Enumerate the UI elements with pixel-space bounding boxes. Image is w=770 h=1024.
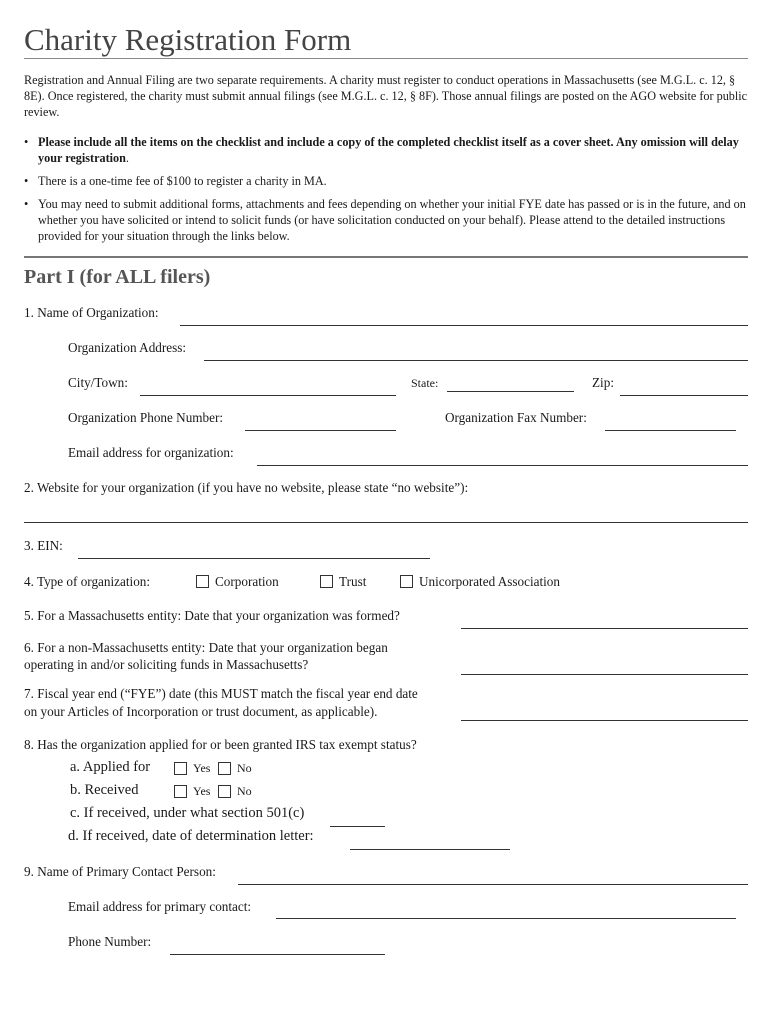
state-label: State: (411, 376, 439, 390)
bullet-checklist-bold: Please include all the items on the checklist and include a copy of the completed checklist itself as a cover sheet. Any omission will delay your registration (38, 135, 739, 165)
unincorporated-label: Unicorporated Association (419, 574, 560, 589)
bullet-additional (24, 196, 748, 244)
part-title: Part I (for ALL filers) (24, 266, 211, 288)
org-address-field[interactable] (204, 360, 748, 361)
trust-label: Trust (339, 574, 367, 589)
corporation-checkbox[interactable] (196, 575, 209, 588)
received-yes-checkbox[interactable] (174, 785, 187, 798)
applied-yes-checkbox[interactable] (174, 762, 187, 775)
org-name-label: 1. Name of Organization: (24, 305, 159, 320)
bullet-checklist (24, 134, 748, 166)
org-email-label: Email address for organization: (68, 445, 234, 460)
received-no-checkbox[interactable] (218, 785, 231, 798)
bullet-dot: • (24, 174, 29, 188)
section-divider (24, 256, 748, 258)
zip-label: Zip: (592, 375, 614, 390)
ma-formed-field[interactable] (461, 628, 748, 629)
contact-phone-field[interactable] (170, 954, 385, 955)
ein-field[interactable] (78, 558, 430, 559)
title-divider (24, 58, 748, 59)
zip-field[interactable] (620, 395, 748, 396)
non-ma-label-line2: operating in and/or soliciting funds in Massachusetts? (24, 657, 309, 672)
determination-date-field[interactable] (350, 849, 510, 850)
org-phone-field[interactable] (245, 430, 396, 431)
ein-label: 3. EIN: (24, 538, 63, 553)
contact-phone-label: Phone Number: (68, 934, 152, 949)
org-email-field[interactable] (257, 465, 748, 466)
bullet-fee (24, 173, 748, 189)
bullet-checklist-end: . (125, 151, 129, 165)
fye-field[interactable] (461, 720, 748, 721)
website-label: 2. Website for your organization (if you have no website, please state “no website”): (24, 480, 469, 495)
bullet-dot: • (24, 135, 29, 149)
org-fax-field[interactable] (605, 430, 736, 431)
section-501c-field[interactable] (330, 826, 385, 827)
non-ma-label-line1: 6. For a non-Massachusetts entity: Date that your organization began (24, 640, 388, 655)
section-501c-label: c. If received, under what section 501(c) (70, 805, 305, 821)
received-label: b. Received (70, 782, 139, 798)
trust-checkbox[interactable] (320, 575, 333, 588)
state-field[interactable] (447, 391, 574, 392)
applied-yes-label: Yes (193, 761, 211, 775)
contact-email-label: Email address for primary contact: (68, 899, 252, 914)
org-name-field[interactable] (180, 325, 748, 326)
contact-name-field[interactable] (238, 884, 748, 885)
org-type-label: 4. Type of organization: (24, 574, 151, 589)
ma-formed-label: 5. For a Massachusetts entity: Date that your organization was formed? (24, 608, 400, 623)
received-yes-label: Yes (193, 784, 211, 798)
org-phone-label: Organization Phone Number: (68, 410, 224, 425)
contact-name-label: 9. Name of Primary Contact Person: (24, 864, 216, 879)
bullet-fee-text: There is a one-time fee of $100 to register a charity in MA. (38, 174, 327, 188)
unincorporated-checkbox[interactable] (400, 575, 413, 588)
applied-no-checkbox[interactable] (218, 762, 231, 775)
non-ma-date-field[interactable] (461, 674, 748, 675)
city-field[interactable] (140, 395, 396, 396)
applied-for-label: a. Applied for (70, 759, 151, 775)
received-no-label: No (237, 784, 252, 798)
applied-no-label: No (237, 761, 252, 775)
org-fax-label: Organization Fax Number: (445, 410, 587, 425)
intro-paragraph: Registration and Annual Filing are two separate requirements. A charity must register to conduct operations in Massachusetts (see M.G.L. c. 12, § 8E). Once registered, the charity must submit annual filings (see M.G.L. c. 12, § 8F). Those annual filings are posted on the AGO website for public review. (24, 73, 748, 119)
contact-email-field[interactable] (276, 918, 736, 919)
corporation-label: Corporation (215, 574, 279, 589)
form-title: Charity Registration Form (24, 22, 352, 57)
fye-label-line2: on your Articles of Incorporation or trust document, as applicable). (24, 704, 378, 719)
website-field[interactable] (24, 522, 748, 523)
org-address-label: Organization Address: (68, 340, 187, 355)
fye-label-line1: 7. Fiscal year end (“FYE”) date (this MUST match the fiscal year end date (24, 686, 418, 701)
city-label: City/Town: (68, 375, 128, 390)
determination-date-label: d. If received, date of determination letter: (68, 828, 314, 844)
bullet-dot: • (24, 197, 29, 211)
bullet-additional-text: You may need to submit additional forms, attachments and fees depending on whether your initial FYE date has passed or is in the future, and on whether you have solicited or intend to solicit funds (or have solicitation conducted on your behalf). Please attend to the detailed instructions provided for your situation through the links below. (38, 197, 746, 243)
irs-status-label: 8. Has the organization applied for or been granted IRS tax exempt status? (24, 737, 417, 752)
